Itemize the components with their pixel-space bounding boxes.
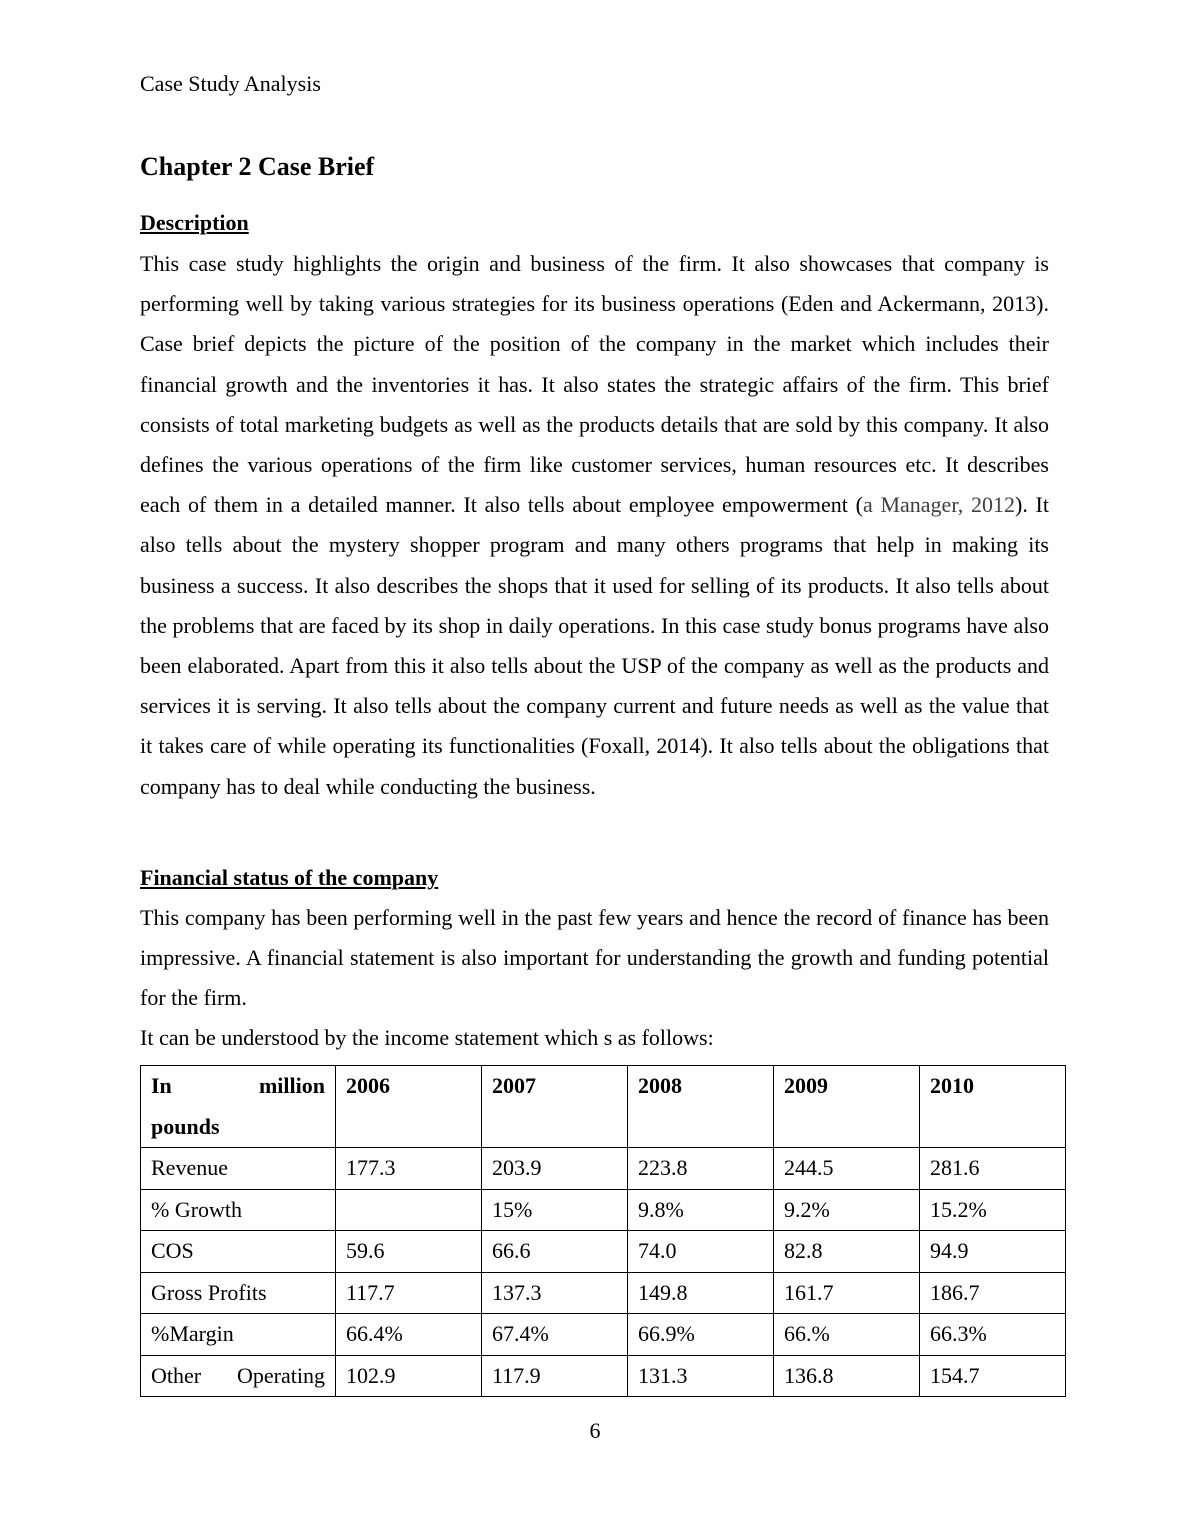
- table-row-growth: [141, 1189, 1066, 1231]
- row-label-word-operating: Operating: [237, 1362, 325, 1388]
- table-cell: 67.4%: [482, 1314, 628, 1356]
- row-label-line: [151, 1356, 325, 1397]
- description-text-part2: ). It also tells about the mystery shopper program and many others programs that help in making its business a success. It also describes the shops that it used for selling of its products. It also tells about the problems that are faced by its shop in daily operations. In this case study bonus programs have also been elaborated. Apart from this it also tells about the USP of the company as well as the products and services it is serving. It also tells about the company current and future needs as well as the value that it takes care of while operating its functionalities (Foxall, 2014). It also tells about the obligations that company has to deal while conducting the business.: [140, 492, 1049, 799]
- citation-a-manager: a Manager, 2012: [862, 492, 1015, 518]
- table-cell: 117.7: [336, 1272, 482, 1314]
- financial-status-heading: Financial status of the company: [140, 865, 439, 890]
- table-cell: 203.9: [482, 1148, 628, 1190]
- table-cell: [336, 1189, 482, 1231]
- description-heading: Description: [140, 210, 249, 235]
- table-cell: 94.9: [920, 1231, 1066, 1273]
- table-cell: 66.6: [482, 1231, 628, 1273]
- table-row-margin: [141, 1314, 1066, 1356]
- year-header-2006: 2006: [336, 1066, 482, 1148]
- corner-line-2: pounds: [151, 1113, 220, 1139]
- year-header-2007: 2007: [482, 1066, 628, 1148]
- description-paragraph: [140, 244, 1049, 807]
- income-statement-table: [140, 1065, 1066, 1397]
- table-cell: 15%: [482, 1189, 628, 1231]
- description-text-part1: This case study highlights the origin and business of the firm. It also showcases that company is performing well by taking various strategies for its business operations (Eden and Ackermann, 2013). Case brief depicts the picture of the position of the company in the market which includes their financial growth and the inventories it has. It also states the strategic affairs of the firm. This brief consists of total marketing budgets as well as the products details that are sold by this company. It also defines the various operations of the firm like customer services, human resources etc. It describes each of them in a detailed manner. It also tells about employee empowerment (: [140, 251, 1049, 518]
- table-cell: 117.9: [482, 1355, 628, 1397]
- table-cell: 154.7: [920, 1355, 1066, 1397]
- row-label: Gross Profits: [141, 1272, 336, 1314]
- row-label: [141, 1355, 336, 1397]
- table-row-gross-profits: [141, 1272, 1066, 1314]
- table-cell: 66.3%: [920, 1314, 1066, 1356]
- table-cell: 186.7: [920, 1272, 1066, 1314]
- table-cell: 82.8: [774, 1231, 920, 1273]
- page-number: 6: [589, 1418, 601, 1443]
- table-cell: 177.3: [336, 1148, 482, 1190]
- table-cell: 244.5: [774, 1148, 920, 1190]
- table-cell: 15.2%: [920, 1189, 1066, 1231]
- table-cell: 161.7: [774, 1272, 920, 1314]
- row-label: COS: [141, 1231, 336, 1273]
- corner-word-in: In: [151, 1073, 172, 1098]
- table-cell: 9.2%: [774, 1189, 920, 1231]
- table-row-cos: [141, 1231, 1066, 1273]
- year-header-2010: 2010: [920, 1066, 1066, 1148]
- row-label: %Margin: [141, 1314, 336, 1356]
- table-cell: 137.3: [482, 1272, 628, 1314]
- table-cell: 281.6: [920, 1148, 1066, 1190]
- year-header-2008: 2008: [628, 1066, 774, 1148]
- row-label: % Growth: [141, 1189, 336, 1231]
- financial-paragraph: This company has been performing well in the past few years and hence the record of finance has been impressive. A financial statement is also important for understanding the growth and funding potential for the firm.: [140, 905, 1049, 1011]
- corner-word-million: million: [258, 1073, 325, 1098]
- year-header-2009: 2009: [774, 1066, 920, 1148]
- table-row-other-operating: [141, 1355, 1066, 1397]
- table-cell: 223.8: [628, 1148, 774, 1190]
- table-header-row: [141, 1066, 1066, 1148]
- table-cell: 66.9%: [628, 1314, 774, 1356]
- table-cell: 149.8: [628, 1272, 774, 1314]
- table-cell: 59.6: [336, 1231, 482, 1273]
- table-row-revenue: [141, 1148, 1066, 1190]
- table-cell: 66.%: [774, 1314, 920, 1356]
- table-cell: 66.4%: [336, 1314, 482, 1356]
- chapter-title: Chapter 2 Case Brief: [140, 152, 375, 181]
- table-cell: 9.8%: [628, 1189, 774, 1231]
- running-header: Case Study Analysis: [140, 71, 321, 96]
- table-cell: 136.8: [774, 1355, 920, 1397]
- table-corner-cell: [141, 1066, 336, 1148]
- row-label: Revenue: [141, 1148, 336, 1190]
- income-statement-intro: It can be understood by the income statement which s as follows:: [140, 1025, 714, 1050]
- row-label-word-other: Other: [151, 1362, 202, 1388]
- table-cell: 102.9: [336, 1355, 482, 1397]
- table-cell: 131.3: [628, 1355, 774, 1397]
- table-cell: 74.0: [628, 1231, 774, 1273]
- corner-line-1: [151, 1066, 325, 1107]
